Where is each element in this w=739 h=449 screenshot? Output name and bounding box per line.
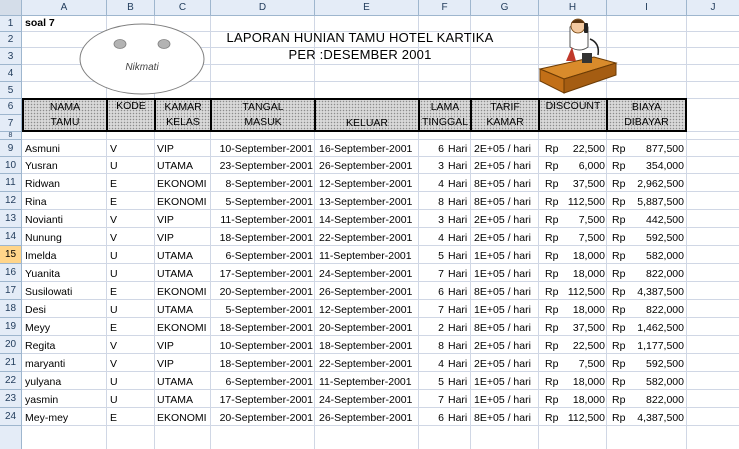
cell-kelas[interactable]: VIP <box>157 340 174 352</box>
cell-disc[interactable]: 7,500 <box>578 232 605 244</box>
cell-tarif[interactable]: 8E+05 / hari <box>474 286 531 298</box>
row-header[interactable]: 24 <box>0 408 21 426</box>
cell-biaya-rp[interactable]: Rp <box>612 376 626 388</box>
cell-kode[interactable]: U <box>110 394 118 406</box>
header-kode: KODE <box>116 100 146 112</box>
row-header[interactable]: 9 <box>0 140 21 157</box>
cell-keluar[interactable]: 20-September-2001 <box>319 322 413 334</box>
cell-tarif[interactable]: 2E+05 / hari <box>474 214 531 226</box>
cell-masuk[interactable]: 18-September-2001 <box>219 358 313 370</box>
row-header[interactable]: 11 <box>0 174 21 192</box>
cell-masuk[interactable]: 6-September-2001 <box>225 250 313 262</box>
cell-biaya-rp[interactable]: Rp <box>612 322 626 334</box>
cell-disc-rp[interactable]: Rp <box>545 232 559 244</box>
cell-keluar[interactable]: 13-September-2001 <box>319 196 413 208</box>
cell-lama[interactable]: 7 <box>438 394 444 406</box>
cell-nama[interactable]: Yusran <box>25 160 58 172</box>
cell-nama[interactable]: maryanti <box>25 358 66 370</box>
cell-keluar[interactable]: 22-September-2001 <box>319 232 413 244</box>
cell-disc[interactable]: 6,000 <box>578 160 605 172</box>
cell-kode[interactable]: E <box>110 196 118 208</box>
cell-disc[interactable]: 18,000 <box>572 250 605 262</box>
cell-keluar[interactable]: 24-September-2001 <box>319 394 413 406</box>
cell-satuan[interactable]: Hari <box>448 143 468 155</box>
column-header-c[interactable]: C <box>155 0 211 15</box>
cell-biaya-rp[interactable]: Rp <box>612 286 626 298</box>
row-header[interactable]: 1 <box>0 16 21 32</box>
cell-satuan[interactable]: Hari <box>448 160 468 172</box>
cell-kelas[interactable]: UTAMA <box>157 250 193 262</box>
cell-tarif[interactable]: 2E+05 / hari <box>474 340 531 352</box>
cell-biaya[interactable]: 1,462,500 <box>637 322 684 334</box>
cell-tarif[interactable]: 1E+05 / hari <box>474 304 531 316</box>
cell-satuan[interactable]: Hari <box>448 304 468 316</box>
column-header-h[interactable]: H <box>539 0 607 15</box>
cell-masuk[interactable]: 18-September-2001 <box>219 322 313 334</box>
cell-biaya[interactable]: 822,000 <box>646 394 684 406</box>
cell-biaya[interactable]: 877,500 <box>646 143 684 155</box>
cell-kelas[interactable]: UTAMA <box>157 160 193 172</box>
row-header[interactable]: 20 <box>0 336 21 354</box>
cell-lama[interactable]: 6 <box>438 143 444 155</box>
row-header[interactable]: 12 <box>0 192 21 210</box>
cell-disc-rp[interactable]: Rp <box>545 412 559 424</box>
row-header[interactable]: 19 <box>0 318 21 336</box>
cell-kode[interactable]: E <box>110 412 118 424</box>
cell-masuk[interactable]: 20-September-2001 <box>219 412 313 424</box>
cell-masuk[interactable]: 10-September-2001 <box>219 143 313 155</box>
cell-disc-rp[interactable]: Rp <box>545 286 559 298</box>
cell-kelas[interactable]: VIP <box>157 214 174 226</box>
row-header[interactable]: 23 <box>0 390 21 408</box>
cell-kode[interactable]: V <box>110 340 118 352</box>
cell-biaya[interactable]: 822,000 <box>646 268 684 280</box>
cell-tarif[interactable]: 2E+05 / hari <box>474 232 531 244</box>
cell-disc[interactable]: 37,500 <box>572 178 605 190</box>
cell-lama[interactable]: 4 <box>438 232 444 244</box>
cell-disc-rp[interactable]: Rp <box>545 394 559 406</box>
cell-biaya-rp[interactable]: Rp <box>612 340 626 352</box>
cell-biaya[interactable]: 582,000 <box>646 250 684 262</box>
row-header[interactable]: 21 <box>0 354 21 372</box>
cell-nama[interactable]: yasmin <box>25 394 59 406</box>
cell-biaya-rp[interactable]: Rp <box>612 394 626 406</box>
cell-kode[interactable]: U <box>110 376 118 388</box>
cell-kelas[interactable]: EKONOMI <box>157 322 207 334</box>
cell-lama[interactable]: 7 <box>438 304 444 316</box>
cell-biaya[interactable]: 2,962,500 <box>637 178 684 190</box>
column-header-a[interactable]: A <box>22 0 107 15</box>
cell-nama[interactable]: Desi <box>25 304 47 316</box>
row-header[interactable]: 14 <box>0 228 21 246</box>
cell-nama[interactable]: Novianti <box>25 214 63 226</box>
cell-biaya-rp[interactable]: Rp <box>612 412 626 424</box>
cell-masuk[interactable]: 18-September-2001 <box>219 232 313 244</box>
cell-biaya-rp[interactable]: Rp <box>612 232 626 244</box>
cell-satuan[interactable]: Hari <box>448 394 468 406</box>
cell-biaya[interactable]: 582,000 <box>646 376 684 388</box>
report-subtitle: PER :DESEMBER 2001 <box>288 47 432 62</box>
cell-masuk[interactable]: 5-September-2001 <box>225 304 313 316</box>
report-title: LAPORAN HUNIAN TAMU HOTEL KARTIKA <box>226 30 494 45</box>
cell-lama[interactable]: 2 <box>438 322 444 334</box>
cell-kelas[interactable]: VIP <box>157 143 174 155</box>
cell-masuk[interactable]: 6-September-2001 <box>225 376 313 388</box>
cell-kode[interactable]: V <box>110 358 118 370</box>
cell-keluar[interactable]: 11-September-2001 <box>319 376 412 388</box>
cell-disc-rp[interactable]: Rp <box>545 322 559 334</box>
cell-kelas[interactable]: UTAMA <box>157 304 193 316</box>
cell-keluar[interactable]: 11-September-2001 <box>319 250 412 262</box>
row-header[interactable]: 16 <box>0 264 21 282</box>
cell-biaya[interactable]: 442,500 <box>646 214 684 226</box>
header-tanggal-masuk: TANGAL MASUK <box>242 101 284 128</box>
cell-biaya-rp[interactable]: Rp <box>612 178 626 190</box>
cell-satuan[interactable]: Hari <box>448 358 468 370</box>
cell-keluar[interactable]: 26-September-2001 <box>319 412 413 424</box>
column-header-j[interactable]: J <box>710 2 716 13</box>
cell-keluar[interactable]: 26-September-2001 <box>319 160 413 172</box>
cell-satuan[interactable]: Hari <box>448 376 468 388</box>
cell-kelas[interactable]: VIP <box>157 232 174 244</box>
cell-keluar[interactable]: 24-September-2001 <box>319 268 413 280</box>
cell-biaya[interactable]: 592,500 <box>646 358 684 370</box>
row-header[interactable]: 17 <box>0 282 21 300</box>
cell-lama[interactable]: 8 <box>438 196 444 208</box>
cell-disc-rp[interactable]: Rp <box>545 358 559 370</box>
cell-disc[interactable]: 18,000 <box>572 394 605 406</box>
cell-disc-rp[interactable]: Rp <box>545 160 559 172</box>
cell-satuan[interactable]: Hari <box>448 268 468 280</box>
row-header[interactable]: 2 <box>0 32 21 48</box>
cell-disc[interactable]: 22,500 <box>572 340 605 352</box>
cell-biaya-rp[interactable]: Rp <box>612 304 626 316</box>
cell-biaya-rp[interactable]: Rp <box>612 160 626 172</box>
cell-disc[interactable]: 18,000 <box>572 376 605 388</box>
cell-lama[interactable]: 8 <box>438 340 444 352</box>
cell-biaya-rp[interactable]: Rp <box>612 214 626 226</box>
cell-biaya-rp[interactable]: Rp <box>612 268 626 280</box>
cell-biaya-rp[interactable]: Rp <box>612 250 626 262</box>
cell-lama[interactable]: 6 <box>438 286 444 298</box>
cell-kelas[interactable]: VIP <box>157 358 174 370</box>
cell-masuk[interactable]: 17-September-2001 <box>219 394 313 406</box>
cell-masuk[interactable]: 11-September-2001 <box>220 214 313 226</box>
cell-biaya-rp[interactable]: Rp <box>612 196 626 208</box>
cell-disc[interactable]: 22,500 <box>572 143 605 155</box>
cell-lama[interactable]: 7 <box>438 268 444 280</box>
cell-kelas[interactable]: EKONOMI <box>157 412 207 424</box>
cell-lama[interactable]: 5 <box>438 250 444 262</box>
cell-biaya[interactable]: 1,177,500 <box>637 340 684 352</box>
column-header-bar <box>0 0 739 16</box>
cell-disc[interactable]: 7,500 <box>578 358 605 370</box>
cell-disc[interactable]: 18,000 <box>572 268 605 280</box>
cell-kode[interactable]: V <box>110 232 118 244</box>
cell-masuk[interactable]: 23-September-2001 <box>219 160 313 172</box>
cell-masuk[interactable]: 10-September-2001 <box>219 340 313 352</box>
cell-nama[interactable]: Asmuni <box>25 143 61 155</box>
select-all-corner[interactable] <box>0 0 22 15</box>
cell-biaya[interactable]: 5,887,500 <box>637 196 684 208</box>
cell-masuk[interactable]: 8-September-2001 <box>225 178 313 190</box>
row-header-selected[interactable]: 15 <box>0 246 21 264</box>
column-header-e[interactable]: E <box>315 0 419 15</box>
cell-disc[interactable]: 7,500 <box>578 214 605 226</box>
cell-kode[interactable]: E <box>110 286 118 298</box>
cell-tarif[interactable]: 8E+05 / hari <box>474 196 531 208</box>
cell-disc-rp[interactable]: Rp <box>545 250 559 262</box>
cell-kode[interactable]: U <box>110 160 118 172</box>
cell-satuan[interactable]: Hari <box>448 250 468 262</box>
cell-tarif[interactable]: 1E+05 / hari <box>474 250 531 262</box>
cell-nama[interactable]: Rina <box>25 196 47 208</box>
cell-kode[interactable]: U <box>110 268 118 280</box>
row-header[interactable]: 3 <box>0 48 21 65</box>
cell-disc[interactable]: 112,500 <box>567 196 605 208</box>
column-header-i[interactable]: I <box>607 0 687 15</box>
cell-lama[interactable]: 6 <box>438 412 444 424</box>
cell-keluar[interactable]: 12-September-2001 <box>319 178 413 190</box>
cell-disc-rp[interactable]: Rp <box>545 178 559 190</box>
cell-nama[interactable]: Ridwan <box>25 178 61 190</box>
cell-satuan[interactable]: Hari <box>448 178 468 190</box>
cell-lama[interactable]: 4 <box>438 358 444 370</box>
cell-nama[interactable]: yulyana <box>25 376 62 388</box>
cell-biaya[interactable]: 592,500 <box>646 232 684 244</box>
cell-tarif[interactable]: 8E+05 / hari <box>474 412 531 424</box>
cell-tarif[interactable]: 1E+05 / hari <box>474 376 531 388</box>
cell-nama[interactable]: Nunung <box>25 232 62 244</box>
cell-satuan[interactable]: Hari <box>448 340 468 352</box>
cell-satuan[interactable]: Hari <box>448 412 468 424</box>
header-lama-tinggal: LAMA TINGGAL <box>421 101 469 128</box>
row-header[interactable]: 22 <box>0 372 21 390</box>
row-header[interactable]: 7 <box>0 115 21 132</box>
cell-nama[interactable]: Yuanita <box>25 268 61 280</box>
cell-biaya-rp[interactable]: Rp <box>612 143 626 155</box>
cell-kode[interactable]: E <box>110 178 118 190</box>
cell-kode[interactable]: V <box>110 214 118 226</box>
cell-keluar[interactable]: 14-September-2001 <box>319 214 413 226</box>
header-biaya-dibayar: BIAYA DIBAYAR <box>624 101 669 128</box>
cell-biaya[interactable]: 354,000 <box>646 160 684 172</box>
column-header-g[interactable]: G <box>471 0 539 15</box>
cell-disc-rp[interactable]: Rp <box>545 143 559 155</box>
cell-tarif[interactable]: 2E+05 / hari <box>474 160 531 172</box>
cell-nama[interactable]: Imelda <box>25 250 57 262</box>
header-tarif-kamar: TARIF KAMAR <box>486 101 524 128</box>
cell-kelas[interactable]: UTAMA <box>157 394 193 406</box>
cell-keluar[interactable]: 18-September-2001 <box>319 340 413 352</box>
cell-disc[interactable]: 112,500 <box>567 412 605 424</box>
face-text: Nikmati <box>125 62 159 73</box>
cell-disc[interactable]: 112,500 <box>567 286 605 298</box>
cell-disc-rp[interactable]: Rp <box>545 268 559 280</box>
cell-disc[interactable]: 37,500 <box>572 322 605 334</box>
cell-nama[interactable]: Regita <box>25 340 56 352</box>
cell-disc-rp[interactable]: Rp <box>545 304 559 316</box>
cell-nama[interactable]: Mey-mey <box>25 412 69 424</box>
cell-lama[interactable]: 5 <box>438 376 444 388</box>
cell-keluar[interactable]: 16-September-2001 <box>319 143 413 155</box>
cell-kelas[interactable]: EKONOMI <box>157 196 207 208</box>
cell-nama[interactable]: Meyy <box>25 322 51 334</box>
header-keluar: KELUAR <box>345 117 388 129</box>
header-kamar-kelas: KAMAR KELAS <box>164 101 202 128</box>
cell-disc[interactable]: 18,000 <box>572 304 605 316</box>
cell-biaya[interactable]: 822,000 <box>646 304 684 316</box>
cell-tarif[interactable]: 8E+05 / hari <box>474 322 531 334</box>
row-header[interactable]: 13 <box>0 210 21 228</box>
cell-satuan[interactable]: Hari <box>448 214 468 226</box>
header-discount: DISCOUNT <box>545 100 601 112</box>
cell-kode[interactable]: U <box>110 304 118 316</box>
cell-tarif[interactable]: 1E+05 / hari <box>474 268 531 280</box>
row-header[interactable]: 6 <box>0 99 21 115</box>
column-header-b[interactable]: B <box>107 0 155 15</box>
row-header-bar <box>0 16 22 449</box>
cell-satuan[interactable]: Hari <box>448 196 468 208</box>
cell-kelas[interactable]: EKONOMI <box>157 286 207 298</box>
cell-masuk[interactable]: 20-September-2001 <box>219 286 313 298</box>
cell-satuan[interactable]: Hari <box>448 286 468 298</box>
row-header[interactable]: 8 <box>0 132 21 140</box>
cell-biaya[interactable]: 4,387,500 <box>637 286 684 298</box>
cell-disc-rp[interactable]: Rp <box>545 214 559 226</box>
cell-lama[interactable]: 3 <box>438 214 444 226</box>
row-header[interactable]: 18 <box>0 300 21 318</box>
cell-nama[interactable]: Susilowati <box>25 286 73 298</box>
cell-keluar[interactable]: 12-September-2001 <box>319 304 413 316</box>
cell-kelas[interactable]: EKONOMI <box>157 178 207 190</box>
row-header[interactable]: 4 <box>0 65 21 82</box>
cell-kode[interactable]: U <box>110 250 118 262</box>
cell-tarif[interactable]: 1E+05 / hari <box>474 394 531 406</box>
cell-biaya[interactable]: 4,387,500 <box>637 412 684 424</box>
smiley-face-drawing <box>78 22 206 96</box>
cell-lama[interactable]: 3 <box>438 160 444 172</box>
cell-tarif[interactable]: 2E+05 / hari <box>474 358 531 370</box>
cell-lama[interactable]: 4 <box>438 178 444 190</box>
cell-tarif[interactable]: 8E+05 / hari <box>474 178 531 190</box>
cell-masuk[interactable]: 5-September-2001 <box>225 196 313 208</box>
cell-kelas[interactable]: UTAMA <box>157 376 193 388</box>
cell-keluar[interactable]: 26-September-2001 <box>319 286 413 298</box>
row-header[interactable]: 5 <box>0 82 21 99</box>
cell-kelas[interactable]: UTAMA <box>157 268 193 280</box>
header-nama-tamu: NAMA TAMU <box>49 101 81 128</box>
cell-disc-rp[interactable]: Rp <box>545 340 559 352</box>
column-header-f[interactable]: F <box>419 0 471 15</box>
cell-masuk[interactable]: 17-September-2001 <box>219 268 313 280</box>
cell-disc-rp[interactable]: Rp <box>545 196 559 208</box>
cell-satuan[interactable]: Hari <box>448 322 468 334</box>
phone-operator-clipart <box>536 17 618 95</box>
cell-satuan[interactable]: Hari <box>448 232 468 244</box>
cell-tarif[interactable]: 2E+05 / hari <box>474 143 531 155</box>
cell-kode[interactable]: E <box>110 322 118 334</box>
column-header-d[interactable]: D <box>211 0 315 15</box>
cell-kode[interactable]: V <box>110 143 118 155</box>
soal-label: soal 7 <box>25 17 55 29</box>
cell-keluar[interactable]: 22-September-2001 <box>319 358 413 370</box>
row-header[interactable]: 10 <box>0 157 21 174</box>
cell-disc-rp[interactable]: Rp <box>545 376 559 388</box>
cell-biaya-rp[interactable]: Rp <box>612 358 626 370</box>
